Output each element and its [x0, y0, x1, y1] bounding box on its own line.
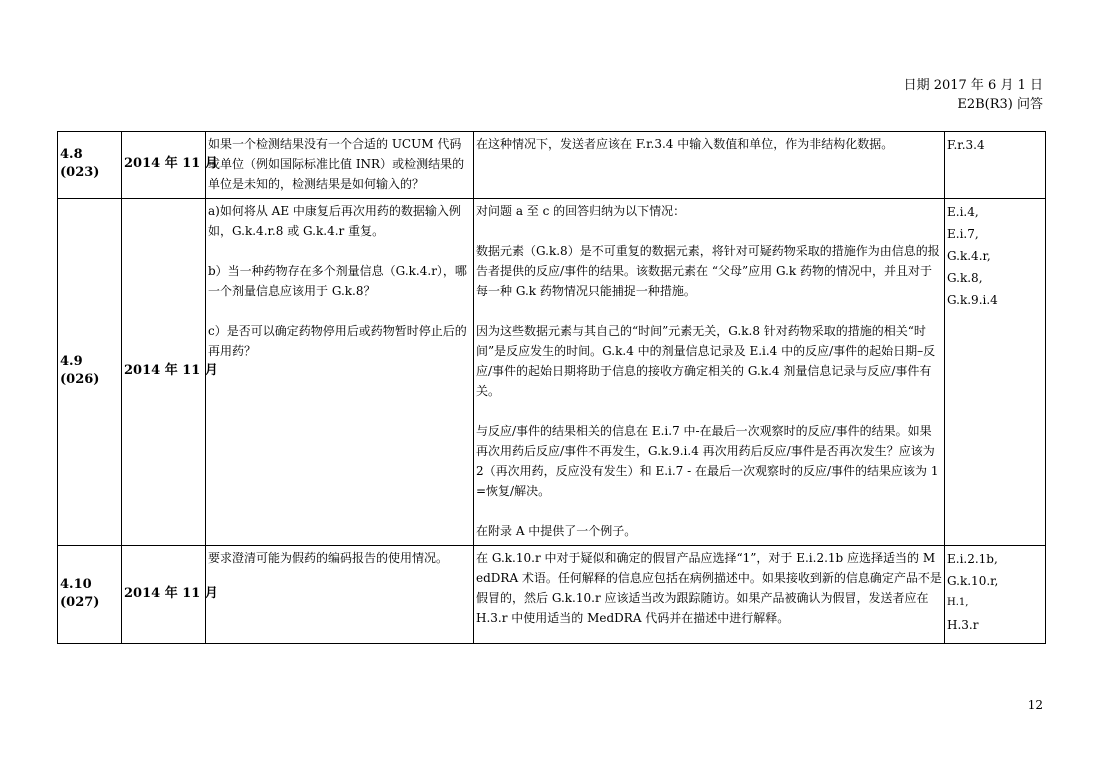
question-text: 要求澄清可能为假药的编码报告的使用情况。: [208, 551, 449, 565]
reference-cell: [945, 199, 1046, 546]
row-number: (023): [60, 165, 100, 180]
answer-text: 在这种情况下，发送者应该在 F.r.3.4 中输入数值和单位，作为非结构化数据。: [476, 137, 894, 151]
reference-item: H.1,: [947, 597, 969, 608]
table-row: [58, 132, 1046, 199]
question-text: c）是否可以确定药物停用后或药物暂时停止后的再用药？: [208, 324, 467, 358]
row-date: 2014 年 11 月: [122, 132, 206, 199]
reference-cell: [945, 546, 1046, 644]
row-id: 4.9: [60, 354, 83, 369]
reference-item: G.k.8,: [947, 271, 983, 285]
question-cell: [206, 199, 474, 546]
question-text: b）当一种药物存在多个剂量信息（G.k.4.r），哪一个剂量信息应该用于 G.k.8？: [208, 264, 467, 298]
row-id-cell: [58, 132, 122, 199]
question-text: a)如何将从 AE 中康复后再次用药的数据输入例如，G.k.4.r.8 或 G.k.4.r 重复。: [208, 204, 461, 238]
header-date: 日期 2017 年 6 月 1 日: [903, 78, 1043, 93]
reference-item: H.3.r: [947, 618, 979, 632]
answer-text: 在附录 A 中提供了一个例子。: [476, 524, 637, 538]
reference-item: G.k.9.i.4: [947, 293, 998, 307]
answer-text: 因为这些数据元素与其自己的“时间”元素无关，G.k.8 针对药物采取的措施的相关“时间”是反应发生的时间。G.k.4 中的剂量信息记录及 E.i.4 中的反应/事件的起始日期–反应/事件的起始日期将助于信息的接收方确定相关的 G.k.4 剂量信息记录与反应/事件有关。: [476, 324, 936, 398]
answer-text: 数据元素（G.k.8）是不可重复的数据元素，将针对可疑药物采取的措施作为由信息的报告者提供的反应/事件的结果。该数据元素在 “父母”应用 G.k 药物的情况中，并且对于每一种 G.k 药物情况只能捕捉一种措施。: [476, 244, 940, 298]
reference-item: E.i.7,: [947, 227, 979, 241]
reference-item: E.i.2.1b,: [947, 552, 998, 566]
page-number: 12: [1027, 698, 1043, 712]
answer-text: 对问题 a 至 c 的回答归纳为以下情况：: [476, 204, 686, 218]
question-text: 如果一个检测结果没有一个合适的 UCUM 代码或单位（例如国际标准比值 INR）或检测结果的单位是未知的，检测结果是如何输入的？: [208, 137, 465, 191]
answer-cell: [474, 199, 945, 546]
answer-text: 在 G.k.10.r 中对于疑似和确定的假冒产品应选择“1”，对于 E.i.2.1b 应选择适当的 MedDRA 术语。任何解释的信息应包括在病例描述中。如果接收到新的信息确定产品不是假冒的，然后 G.k.10.r 应该适当改为跟踪随访。如果产品被确认为假冒，发送者应在 H.3.r 中使用适当的 MedDRA 代码并在描述中进行解释。: [476, 551, 942, 625]
question-cell: [206, 546, 474, 644]
reference-item: G.k.4.r,: [947, 249, 991, 263]
header-doc-title: E2B(R3) 问答: [957, 97, 1043, 112]
answer-text: 与反应/事件的结果相关的信息在 E.i.7 中-在最后一次观察时的反应/事件的结果。如果再次用药后反应/事件不再发生，G.k.9.i.4 再次用药后反应/事件是否再次发生？应该为 2（再次用药，反应没有发生）和 E.i.7 - 在最后一次观察时的反应/事件的结果应该为 1 =恢复/解决。: [476, 424, 939, 498]
answer-cell: [474, 132, 945, 199]
reference-cell: [945, 132, 1046, 199]
table-row: [58, 199, 1046, 546]
table-row: [58, 546, 1046, 644]
reference-item: F.r.3.4: [947, 138, 985, 152]
qa-table: [57, 131, 1046, 644]
question-cell: [206, 132, 474, 199]
row-id: 4.10: [60, 576, 92, 592]
reference-item: G.k.10.r,: [947, 574, 999, 588]
row-date: 2014 年 11 月: [122, 199, 206, 546]
row-id-cell: [58, 546, 122, 644]
row-date: 2014 年 11 月: [122, 546, 206, 644]
row-number: (027): [60, 594, 100, 610]
page-header: [904, 76, 1043, 114]
reference-item: E.i.4,: [947, 205, 979, 219]
answer-cell: [474, 546, 945, 644]
row-id-cell: [58, 199, 122, 546]
row-id: 4.8: [60, 147, 83, 162]
row-number: (026): [60, 372, 100, 387]
